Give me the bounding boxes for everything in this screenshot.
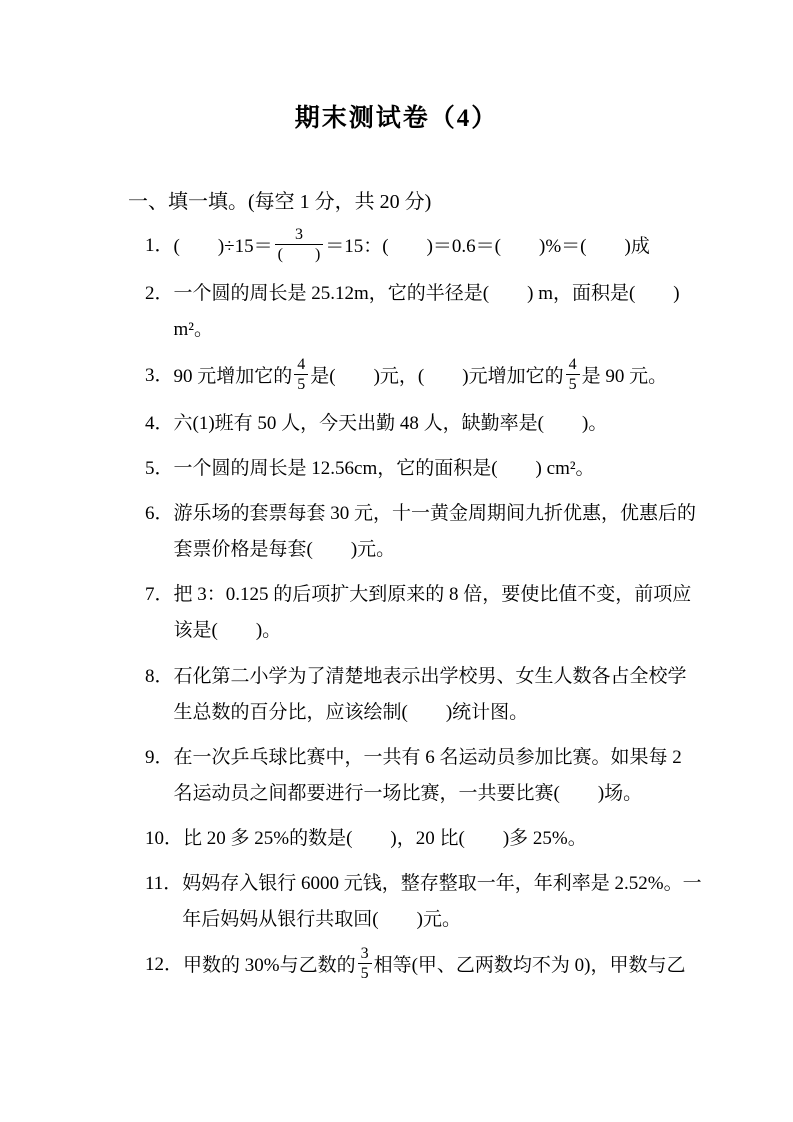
- question-text: 相等(甲、乙两数均不为 0)，甲数与乙: [373, 955, 686, 977]
- question-number: 8．: [145, 665, 174, 687]
- question-text: 一个圆的周长是 12.56cm，它的面积是( ) cm²。: [173, 458, 595, 480]
- question-number: 7．: [145, 584, 174, 606]
- question-text: 把 3：0.125 的后项扩大到原来的 8 倍，要使比值不变，前项应该是( )。: [173, 584, 692, 642]
- question: [145, 866, 703, 938]
- question-text: 甲数的 30%与乙数的: [183, 955, 356, 977]
- question-number: 6．: [145, 503, 174, 525]
- question-text: 90 元增加它的: [173, 365, 293, 387]
- question: [145, 228, 703, 267]
- question-text: 是 90 元。: [581, 365, 668, 387]
- question-body: [174, 406, 703, 442]
- question: [145, 496, 703, 568]
- question-number: 2．: [145, 283, 174, 305]
- question: [145, 577, 703, 649]
- question: [145, 406, 703, 442]
- question-number: 9．: [145, 746, 174, 768]
- fraction-numerator: 4: [294, 355, 308, 375]
- fraction-numerator: 4: [566, 355, 580, 375]
- question-text: 比 20 多 25%的数是( )，20 比( )多 25%。: [183, 827, 587, 849]
- question-text: 妈妈存入银行 6000 元钱，整存整取一年，年利率是 2.52%。一年后妈妈从银行共取回( )元。: [182, 872, 702, 931]
- question-body: [174, 577, 703, 649]
- question: [145, 947, 703, 986]
- question-text: 游乐场的套票每套 30 元，十一黄金周期间九折优惠，优惠后的套票价格是每套( )元。: [173, 503, 697, 561]
- question-text: ( )÷15＝: [173, 236, 273, 258]
- fraction-numerator: 3: [275, 225, 324, 245]
- question-body: [174, 451, 703, 487]
- fraction-denominator: ( ): [277, 246, 321, 264]
- question: [145, 276, 703, 348]
- question: [145, 659, 703, 731]
- question: [145, 740, 703, 812]
- question-body: [182, 866, 703, 938]
- question-text: 石化第二小学为了清楚地表示出学校男、女生人数各占全校学生总数的百分比，应该绘制( )统计图。: [173, 665, 687, 723]
- question: [145, 355, 703, 397]
- question-body: [183, 947, 703, 986]
- question-number: 12．: [145, 954, 184, 976]
- question-number: 10．: [145, 827, 184, 849]
- fraction-denominator: 5: [568, 375, 577, 393]
- question-body: [174, 496, 703, 568]
- questions-list: [145, 228, 703, 987]
- question-number: 5．: [145, 458, 174, 480]
- question-text: ＝15：( )＝0.6＝( )%＝( )成: [325, 236, 650, 258]
- fraction: [275, 225, 324, 264]
- question-text: 是( )元，( )元增加它的: [310, 365, 564, 387]
- question-body: [174, 659, 703, 731]
- fraction-numerator: 3: [358, 944, 372, 964]
- question-text: 六(1)班有 50 人，今天出勤 48 人，缺勤率是( )。: [173, 412, 608, 434]
- fraction: [294, 355, 308, 394]
- question-number: 11．: [145, 872, 183, 894]
- fraction-denominator: 5: [360, 965, 369, 983]
- question: [145, 821, 703, 857]
- question-number: 3．: [145, 364, 174, 386]
- question-text: 在一次乒乓球比赛中，一共有 6 名运动员参加比赛。如果每 2 名运动员之间都要进行一场比赛，一共要比赛( )场。: [173, 746, 682, 804]
- question-text: 一个圆的周长是 25.12m，它的半径是( ) m，面积是( ) m²。: [173, 283, 680, 341]
- question-body: [174, 740, 703, 812]
- page-title: 期末测试卷（4）: [294, 105, 499, 132]
- section-heading: 一、填一填。(每空 1 分，共 20 分): [128, 191, 432, 213]
- fraction: [566, 355, 580, 394]
- question-body: [174, 276, 703, 348]
- question: [145, 451, 703, 487]
- question-body: [173, 355, 703, 397]
- question-number: 4．: [145, 412, 174, 434]
- fraction: [358, 944, 372, 983]
- question-body: [174, 228, 703, 267]
- question-body: [183, 821, 703, 857]
- fraction-denominator: 5: [297, 375, 306, 393]
- question-number: 1．: [145, 235, 174, 256]
